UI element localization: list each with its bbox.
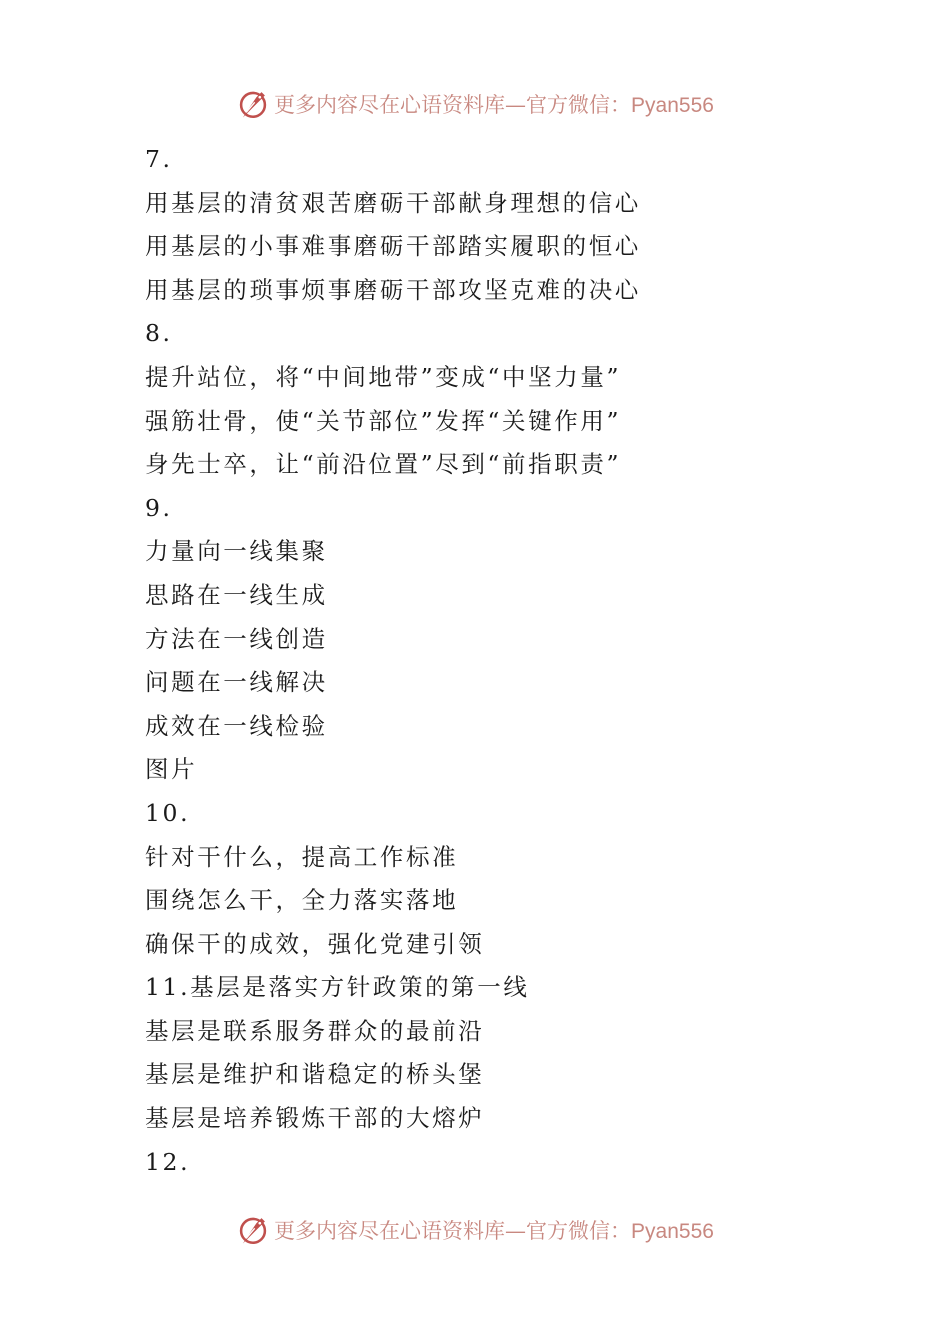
wechat-id: Pyan556 xyxy=(631,1220,714,1243)
watermark-text: 更多内容尽在心语资料库—官方微信：Pyan556 xyxy=(274,1219,714,1243)
text-line: 针对干什么，提高工作标准 xyxy=(145,842,459,871)
text-line: 用基层的清贫艰苦磨砺干部献身理想的信心 xyxy=(145,188,641,217)
text-line: 围绕怎么干，全力落实落地 xyxy=(145,886,459,915)
document-body xyxy=(145,138,865,1184)
text-line: 身先士卒，让“前沿位置”尽到“前指职责” xyxy=(145,450,622,479)
text-line: 方法在一线创造 xyxy=(145,624,328,653)
text-line: 8. xyxy=(145,319,173,348)
text-line: 思路在一线生成 xyxy=(145,580,328,609)
watermark-text: 更多内容尽在心语资料库—官方微信：Pyan556 xyxy=(274,93,714,117)
pen-nib-logo-icon xyxy=(236,1213,270,1247)
text-line: 用基层的小事难事磨砺干部踏实履职的恒心 xyxy=(145,232,641,261)
footer-watermark-banner xyxy=(0,1208,950,1252)
text-line: 7. xyxy=(145,145,173,173)
text-line: 问题在一线解决 xyxy=(145,668,328,697)
text-line: 用基层的琐事烦事磨砺干部攻坚克难的决心 xyxy=(145,275,641,304)
text-line: 12. xyxy=(145,1147,191,1176)
pen-nib-logo-icon xyxy=(236,87,270,121)
text-line: 力量向一线集聚 xyxy=(145,537,328,566)
text-line: 9. xyxy=(145,493,173,522)
text-line: 11.基层是落实方针政策的第一线 xyxy=(145,973,530,1002)
text-line: 成效在一线检验 xyxy=(145,711,328,740)
text-line: 提升站位，将“中间地带”变成“中坚力量” xyxy=(145,362,622,391)
text-line: 强筋壮骨，使“关节部位”发挥“关键作用” xyxy=(145,406,622,435)
wechat-id: Pyan556 xyxy=(631,94,714,117)
text-line: 10. xyxy=(145,798,191,827)
text-line: 基层是培养锻炼干部的大熔炉 xyxy=(145,1104,485,1133)
header-watermark-banner xyxy=(0,82,950,126)
text-line: 基层是维护和谐稳定的桥头堡 xyxy=(145,1060,485,1089)
text-line: 基层是联系服务群众的最前沿 xyxy=(145,1016,485,1045)
text-line: 确保干的成效，强化党建引领 xyxy=(145,929,485,958)
text-line: 图片 xyxy=(145,755,198,784)
